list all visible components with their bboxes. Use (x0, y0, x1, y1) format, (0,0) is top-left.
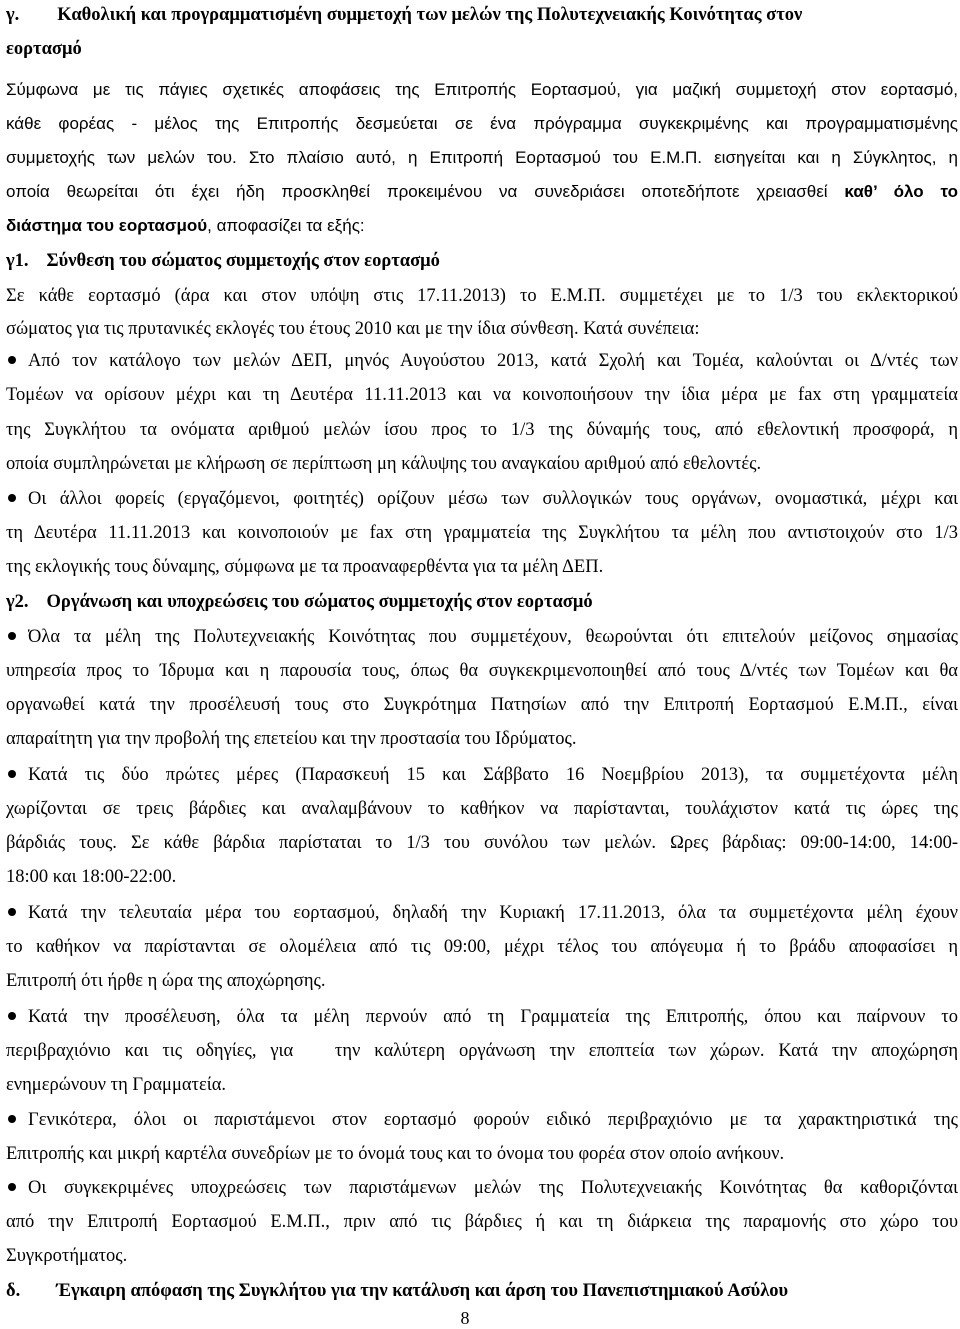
section-g1-number: γ1. (6, 251, 29, 271)
section-g1-line: Σε κάθε εορτασμό (άρα και στον υπόψη στις 17.11.2013) το Ε.Μ.Π. συμμετέχει με το 1/3 του εκλεκτορικού (6, 286, 958, 306)
bullet-text: της Συγκλήτου τα ονόματα αριθμού μελών ίσου προς το 1/3 της δύναμής τους, από εθελοντική προσφορά, η (6, 420, 958, 440)
bullet-text: Τομέων να ορίσουν μέχρι και τη Δευτέρα 11.11.2013 και να κοινοποιήσουν την ίδια μέρα με fax στη γραμματεία (6, 385, 958, 405)
bullet-icon (8, 632, 16, 640)
bullet-text: Κατά την τελευταία μέρα του εορτασμού, δηλαδή την Κυριακή 17.11.2013, όλα τα συμμετέχοντα μέλη έχουν (28, 903, 958, 923)
section-g1-title: Σύνθεση του σώματος συμμετοχής στον εορτασμό (46, 251, 440, 271)
section-d-title: Έγκαιρη απόφαση της Συγκλήτου για την κατάλυση και άρση του Πανεπιστημιακού Ασύλου (56, 1281, 789, 1301)
bullet-text: οργανωθεί κατά την προσέλευσή τους στο Συγκρότημα Πατησίων από την Επιτροπή Εορτασμού Ε.Μ.Π., είναι (6, 695, 958, 715)
intro-line4-emphasis: καθ’ όλο το (844, 182, 958, 201)
intro-line (6, 175, 958, 209)
section-d-number: δ. (6, 1281, 21, 1301)
bullet-text: βάρδιάς τους. Σε κάθε βάρδια παρίσταται το 1/3 του συνόλου των μελών. Ωρες βάρδιας: 09:00-14:00, 14:00- (6, 833, 958, 853)
intro-line (6, 209, 958, 243)
bullet-text: χωρίζονται σε τρεις βάρδιες και αναλαμβάνουν το καθήκον να παρίστανται, τουλάχιστον κατά τις ώρες της (6, 799, 958, 819)
intro-line: κάθε φορέας - μέλος της Επιτροπής δεσμεύεται σε ένα πρόγραμμα συγκεκριμένης και προγραμματισμένης (6, 114, 958, 133)
bullet-text: Επιτροπή ότι ήρθε η ώρα της αποχώρησης. (6, 971, 326, 991)
section-g2-title: Οργάνωση και υποχρεώσεις του σώματος συμμετοχής στον εορτασμό (46, 592, 593, 612)
bullet-text: Επιτροπής και μικρή καρτέλα συνεδρίων με το όνομά τους και το όνομα του φορέα στον οποίο ανήκουν. (6, 1144, 785, 1164)
section-g2-heading (6, 585, 958, 619)
bullet-text: Κατά την προσέλευση, όλα τα μέλη περνούν από τη Γραμματεία της Επιτροπής, όπου και παίρνουν το (28, 1007, 958, 1027)
intro-line: συμμετοχής των μελών του. Στο πλαίσιο αυτό, η Επιτροπή Εορτασμού του Ε.Μ.Π. εισηγείται και η Σύγκλητος, η (6, 148, 958, 167)
section-c-title-line1: Καθολική και προγραμματισμένη συμμετοχή των μελών της Πολυτεχνειακής Κοινότητας στον (57, 5, 803, 25)
bullet-icon (8, 1115, 16, 1123)
bullet-text: οποία συμπληρώνεται με κλήρωση σε περίπτωση μη κάλυψης του αναγκαίου αριθμού από εθελοντές. (6, 454, 762, 474)
bullet-text: της εκλογικής τους δύναμης, σύμφωνα με τα προαναφερθέντα για τα μέλη ΔΕΠ. (6, 557, 604, 577)
bullet-icon (8, 770, 16, 778)
section-c-heading (6, 0, 958, 32)
bullet-text: από την Επιτροπή Εορτασμού Ε.Μ.Π., πριν από τις βάρδιες ή και τη διάρκεια της παραμονής στο χώρο του (6, 1212, 958, 1232)
bullet-icon (8, 908, 16, 916)
bullet-icon (8, 494, 16, 502)
bullet-text: Συγκροτήματος. (6, 1246, 128, 1266)
bullet-icon (8, 1183, 16, 1191)
section-c-title-line2: εορτασμό (6, 39, 82, 59)
section-g1-line: σώματος για τις πρυτανικές εκλογές του έτους 2010 και με την ίδια σύνθεση. Κατά συνέπεια: (6, 319, 700, 339)
bullet-icon (8, 356, 16, 364)
bullet-text: περιβραχιόνιο και τις οδηγίες, για την καλύτερη οργάνωση την εποπτεία των χώρων. Κατά την αποχώρηση (6, 1041, 958, 1061)
bullet-text: 18:00 και 18:00-22:00. (6, 867, 177, 887)
section-d-heading (6, 1274, 958, 1308)
intro-line5-emphasis: διάστημα του εορτασμού (6, 216, 208, 235)
bullet-text: Οι συγκεκριμένες υποχρεώσεις των παριστάμενων μελών της Πολυτεχνειακής Κοινότητας θα καθοριζόνται (28, 1178, 958, 1198)
bullet-text: Κατά τις δύο πρώτες μέρες (Παρασκευή 15 και Σάββατο 16 Νοεμβρίου 2013), τα συμμετέχοντα μέλη (28, 765, 958, 785)
bullet-text: απαραίτητη για την προβολή της επετείου και την προστασία του Ιδρύματος. (6, 729, 577, 749)
bullet-text: τη Δευτέρα 11.11.2013 και κοινοποιούν με fax στη γραμματεία της Συγκλήτου τα μέλη που αντιστοιχούν στο 1/3 (6, 523, 958, 543)
bullet-text: Από τον κατάλογο των μελών ΔΕΠ, μηνός Αυγούστου 2013, κατά Σχολή και Τομέα, καλούνται οι Δ/ντές των (28, 351, 958, 371)
bullet-text: το καθήκον να παρίστανται σε ολομέλεια από τις 09:00, μέχρι τέλος του απόγευμα ή το βράδυ αποφασίσει η (6, 937, 958, 957)
bullet-icon (8, 1012, 16, 1020)
section-c-number: γ. (6, 5, 20, 25)
bullet-text: ενημερώνουν τη Γραμματεία. (6, 1075, 227, 1095)
bullet-text: Όλα τα μέλη της Πολυτεχνειακής Κοινότητας που συμμετέχουν, θεωρούνται ότι επιτελούν μείζονος σημασίας (28, 627, 958, 647)
bullet-text: υπηρεσία προς το Ίδρυμα και η παρουσία τους, όπως θα συγκεκριμενοποιηθεί από τους Δ/ντές των Τομέων και θα (6, 661, 958, 681)
section-g1-heading (6, 244, 958, 278)
section-g2-number: γ2. (6, 592, 29, 612)
intro-line5-text: , αποφασίζει τα εξής: (207, 216, 365, 235)
intro-line: Σύμφωνα με τις πάγιες σχετικές αποφάσεις της Επιτροπής Εορτασμού, για μαζική συμμετοχή στον εορτασμό, (6, 80, 958, 99)
intro-line4-text: οποία θεωρείται ότι έχει ήδη προσκληθεί προκειμένου να συνεδριάσει οποτεδήποτε χρειασθεί (6, 182, 845, 201)
bullet-text: Γενικότερα, όλοι οι παριστάμενοι στον εορτασμό φορούν ειδικό περιβραχιόνιο με τα χαρακτηριστικά της (28, 1110, 958, 1130)
page-number: 8 (460, 1308, 470, 1328)
bullet-text: Οι άλλοι φορείς (εργαζόμενοι, φοιτητές) ορίζουν μέσω των συλλογικών τους οργάνων, ονομαστικά, μέχρι και (28, 489, 958, 509)
